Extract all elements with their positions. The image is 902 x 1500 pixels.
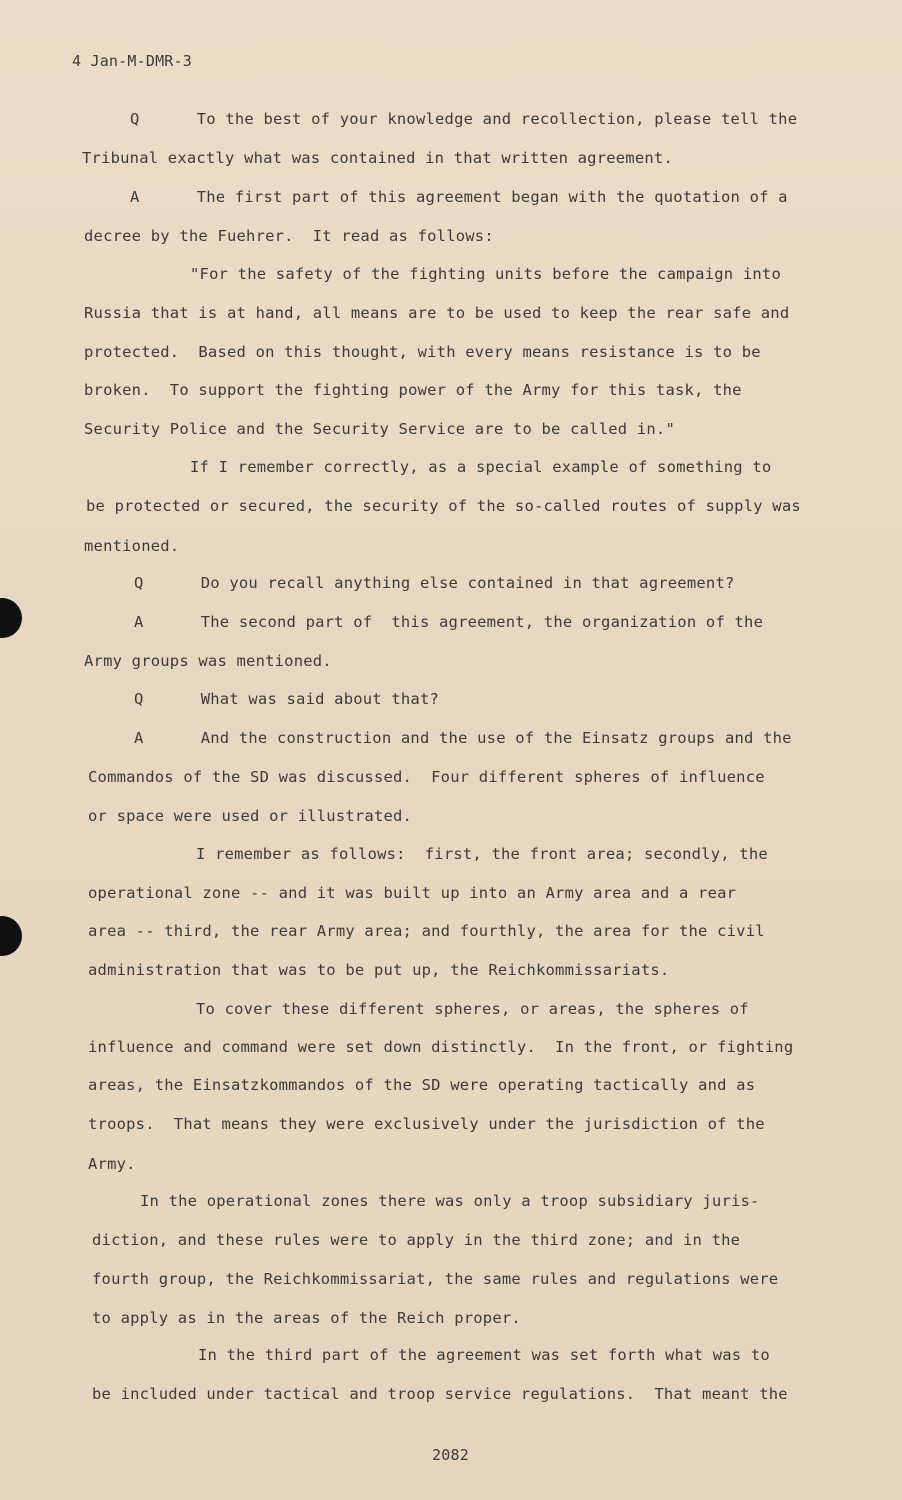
text-line: to apply as in the areas of the Reich proper.	[92, 1309, 521, 1327]
text-line: diction, and these rules were to apply in the third zone; and in the	[92, 1231, 741, 1249]
text-line: A The second part of this agreement, the organization of the	[134, 613, 764, 631]
punch-hole	[0, 598, 22, 638]
text-line: Q Do you recall anything else contained in that agreement?	[134, 574, 735, 592]
text-line: I remember as follows: first, the front area; secondly, the	[196, 845, 768, 863]
text-line: "For the safety of the fighting units before the campaign into	[190, 265, 781, 283]
text-line: troops. That means they were exclusively under the jurisdiction of the	[88, 1115, 765, 1133]
text-line: broken. To support the fighting power of the Army for this task, the	[84, 381, 742, 399]
text-line: Tribunal exactly what was contained in that written agreement.	[82, 149, 673, 167]
text-line: Army groups was mentioned.	[84, 652, 332, 670]
text-line: Q What was said about that?	[134, 690, 440, 708]
text-line: To cover these different spheres, or areas, the spheres of	[196, 1000, 749, 1018]
text-line: or space were used or illustrated.	[88, 807, 413, 825]
text-line: In the operational zones there was only a troop subsidiary juris-	[140, 1192, 760, 1210]
text-line: A The first part of this agreement began with the quotation of a	[130, 188, 788, 206]
text-line: administration that was to be put up, the Reichkommissariats.	[88, 961, 670, 979]
text-line: Security Police and the Security Service are to be called in."	[84, 420, 675, 438]
text-line: influence and command were set down distinctly. In the front, or fighting	[88, 1038, 794, 1056]
text-line: area -- third, the rear Army area; and fourthly, the area for the civil	[88, 922, 765, 940]
text-line: Commandos of the SD was discussed. Four different spheres of influence	[88, 768, 765, 786]
text-line: Q To the best of your knowledge and recollection, please tell the	[130, 110, 798, 128]
punch-hole	[0, 916, 22, 956]
page-header: 4 Jan-M-DMR-3	[72, 52, 192, 70]
text-line: fourth group, the Reichkommissariat, the same rules and regulations were	[92, 1270, 779, 1288]
text-line: mentioned.	[84, 537, 180, 555]
text-line: be included under tactical and troop service regulations. That meant the	[92, 1385, 788, 1403]
text-line: Russia that is at hand, all means are to be used to keep the rear safe and	[84, 304, 790, 322]
text-line: be protected or secured, the security of the so-called routes of supply was	[86, 497, 801, 515]
text-line: In the third part of the agreement was set forth what was to	[198, 1346, 770, 1364]
page-number: 2082	[432, 1446, 469, 1464]
text-line: If I remember correctly, as a special example of something to	[190, 458, 772, 476]
text-line: operational zone -- and it was built up into an Army area and a rear	[88, 884, 737, 902]
text-line: Army.	[88, 1155, 136, 1173]
text-line: decree by the Fuehrer. It read as follows:	[84, 227, 494, 245]
text-line: areas, the Einsatzkommandos of the SD were operating tactically and as	[88, 1076, 756, 1094]
text-line: protected. Based on this thought, with every means resistance is to be	[84, 343, 761, 361]
text-line: A And the construction and the use of the Einsatz groups and the	[134, 729, 792, 747]
